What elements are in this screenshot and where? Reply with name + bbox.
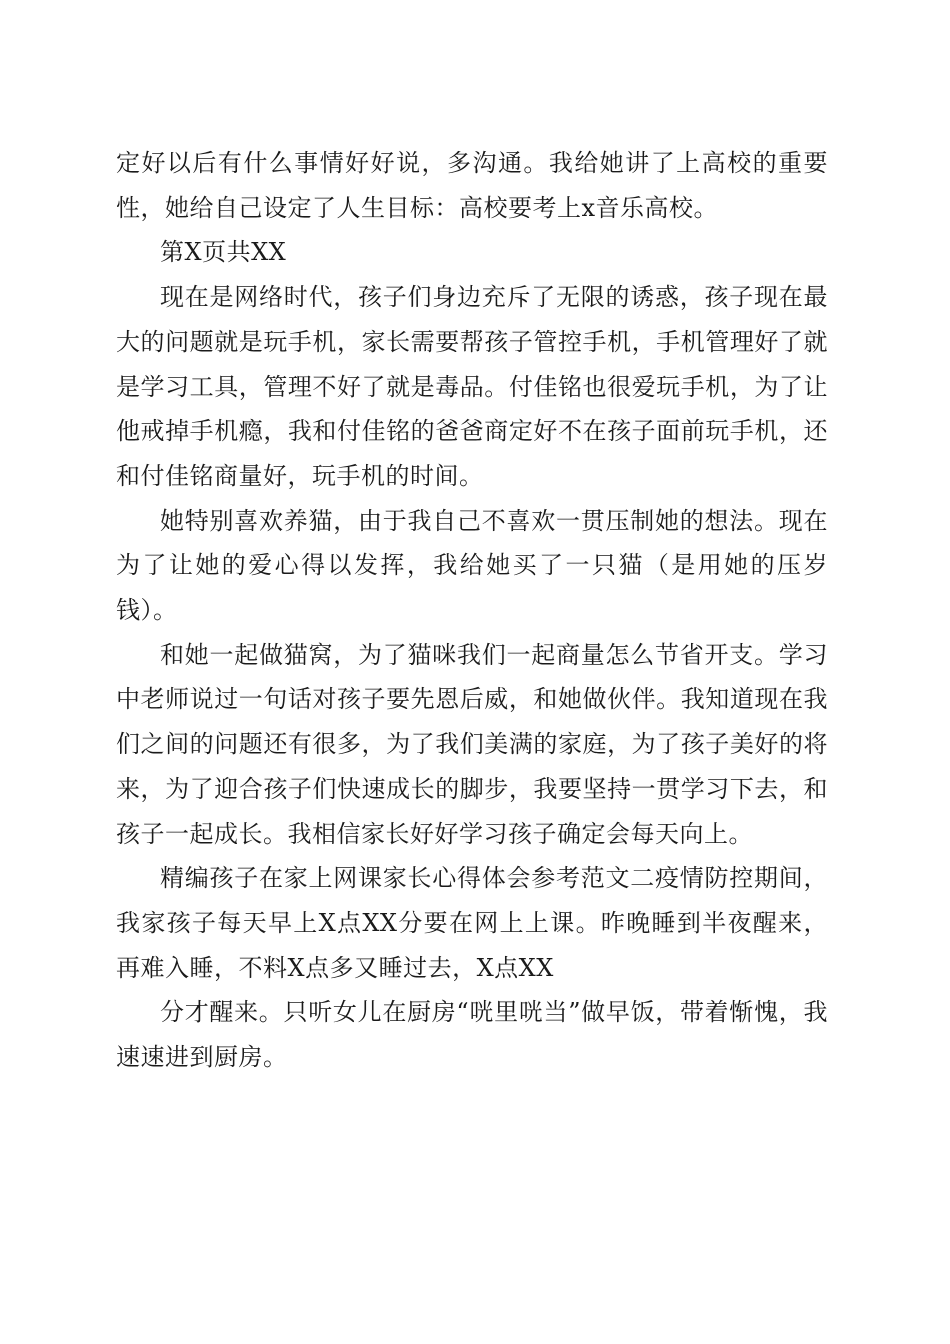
document-body xyxy=(116,141,828,1080)
paragraph-grow-together: 和她一起做猫窝，为了猫咪我们一起商量怎么节省开支。学习中老师说过一句话对孩子要先恩后威，和她做伙伴。我知道现在我们之间的问题还有很多，为了我们美满的家庭，为了孩子美好的将来，为了迎合孩子们快速成长的脚步，我要坚持一贯学习下去，和孩子一起成长。我相信家长好好学习孩子确定会每天向上。 xyxy=(116,640,828,848)
paragraph-sample-two: 精编孩子在家上网课家长心得体会参考范文二疫情防控期间，我家孩子每天早上X点XX分要在网上上课。昨晚睡到半夜醒来，再难入睡，不料X点多又睡过去，X点XX xyxy=(116,864,828,982)
paragraph-continuation: 定好以后有什么事情好好说，多沟通。我给她讲了上高校的重要性，她给自己设定了人生目标：高校要考上x音乐高校。 xyxy=(116,149,828,222)
paragraph-cat: 她特别喜欢养猫，由于我自己不喜欢一贯压制她的想法。现在为了让她的爱心得以发挥，我给她买了一只猫（是用她的压岁钱）。 xyxy=(116,506,828,625)
paragraph-phone-management: 现在是网络时代，孩子们身边充斥了无限的诱惑，孩子现在最大的问题就是玩手机，家长需要帮孩子管控手机，手机管理好了就是学习工具，管理不好了就是毒品。付佳铭也很爱玩手机，为了让他戒掉手机瘾，我和付佳铭的爸爸商定好不在孩子面前玩手机，还和付佳铭商量好，玩手机的时间。 xyxy=(116,283,828,490)
paragraph-kitchen: 分才醒来。只听女儿在厨房“咣里咣当”做早饭，带着惭愧，我速速进到厨房。 xyxy=(116,998,828,1072)
page-number-line: 第X页共XX xyxy=(160,238,287,267)
